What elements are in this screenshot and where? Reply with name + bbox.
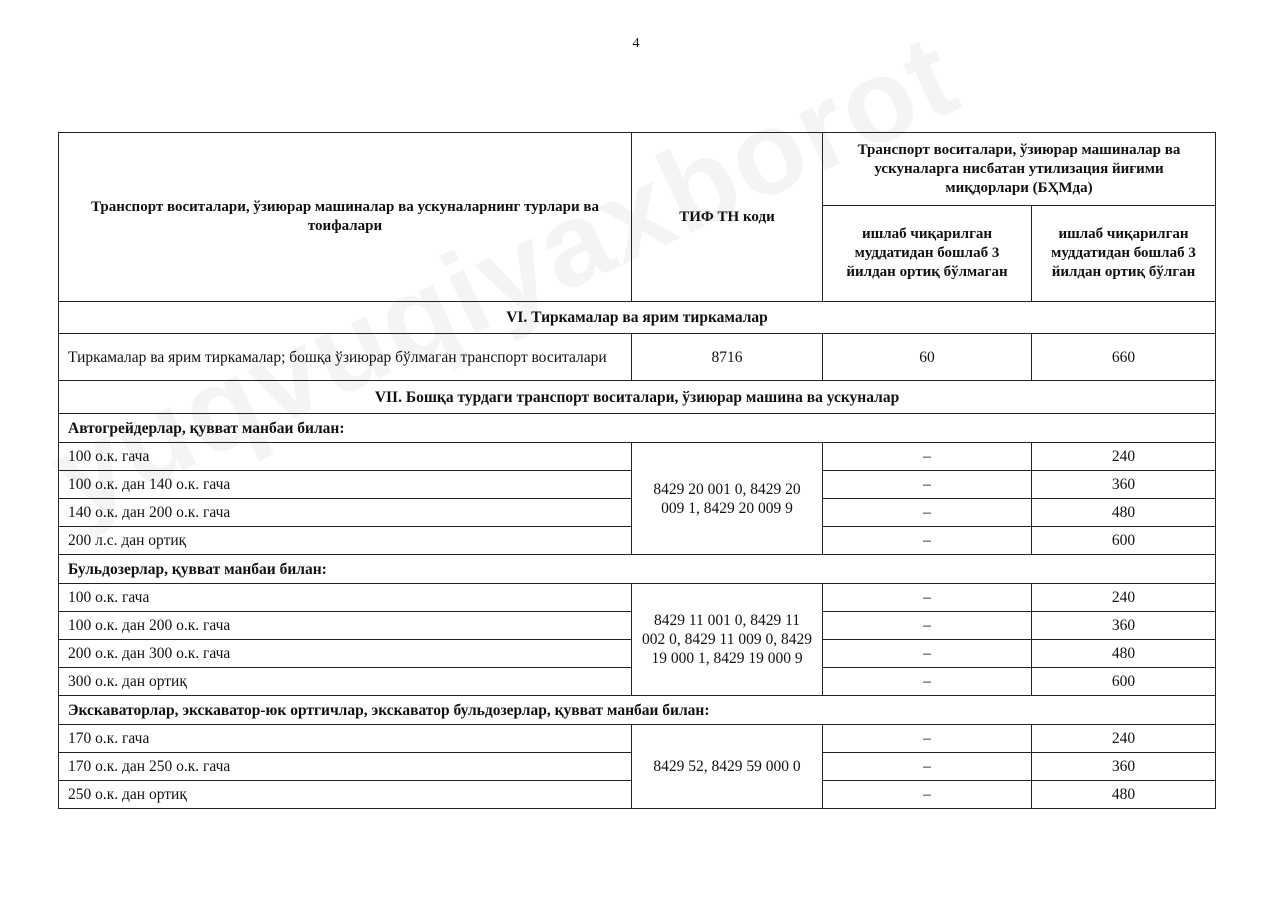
row-code: 8716	[632, 334, 823, 381]
group-title: Бульдозерлар, қувват манбаи билан:	[59, 555, 1216, 584]
table-row	[59, 443, 1216, 471]
section-title: VI. Тиркамалар ва ярим тиркамалар	[59, 302, 1216, 334]
row-value-under-3: 60	[823, 334, 1032, 381]
group-code: 8429 20 001 0, 8429 20 009 1, 8429 20 009 9	[632, 443, 823, 555]
group-code: 8429 11 001 0, 8429 11 002 0, 8429 11 009 0, 8429 19 000 1, 8429 19 000 9	[632, 584, 823, 696]
row-value-over-3: 480	[1032, 781, 1216, 809]
row-value-over-3: 480	[1032, 640, 1216, 668]
row-name: 170 о.к. гача	[59, 725, 632, 753]
row-value-over-3: 240	[1032, 443, 1216, 471]
row-value-under-3: –	[823, 753, 1032, 781]
table-row	[59, 584, 1216, 612]
row-value-over-3: 240	[1032, 725, 1216, 753]
group-code: 8429 52, 8429 59 000 0	[632, 725, 823, 809]
row-name: 200 о.к. дан 300 о.к. гача	[59, 640, 632, 668]
row-value-over-3: 600	[1032, 668, 1216, 696]
group-title: Автогрейдерлар, қувват манбаи билан:	[59, 414, 1216, 443]
row-name: 140 о.к. дан 200 о.к. гача	[59, 499, 632, 527]
row-name: 100 о.к. гача	[59, 443, 632, 471]
row-value-over-3: 600	[1032, 527, 1216, 555]
row-value-under-3: –	[823, 612, 1032, 640]
row-name: 200 л.с. дан ортиқ	[59, 527, 632, 555]
header-rates-group: Транспорт воситалари, ўзиюрар машиналар ва ускуналарга нисбатан утилизация йиғими миқдорлари (БҲМда)	[823, 133, 1216, 206]
row-name: 100 о.к. дан 200 о.к. гача	[59, 612, 632, 640]
header-under-3-years: ишлаб чиқарилган муддатидан бошлаб 3 йилдан ортиқ бўлмаган	[823, 206, 1032, 302]
row-name: 250 о.к. дан ортиқ	[59, 781, 632, 809]
row-value-over-3: 480	[1032, 499, 1216, 527]
row-value-over-3: 660	[1032, 334, 1216, 381]
row-value-under-3: –	[823, 471, 1032, 499]
row-value-over-3: 360	[1032, 753, 1216, 781]
row-value-under-3: –	[823, 584, 1032, 612]
row-value-over-3: 240	[1032, 584, 1216, 612]
row-name: 100 о.к. дан 140 о.к. гача	[59, 471, 632, 499]
row-value-under-3: –	[823, 527, 1032, 555]
row-value-under-3: –	[823, 443, 1032, 471]
tariff-table	[58, 132, 1216, 809]
row-value-over-3: 360	[1032, 471, 1216, 499]
header-code: ТИФ ТН коди	[632, 133, 823, 302]
row-value-under-3: –	[823, 640, 1032, 668]
header-over-3-years: ишлаб чиқарилган муддатидан бошлаб 3 йилдан ортиқ бўлган	[1032, 206, 1216, 302]
row-name: 170 о.к. дан 250 о.к. гача	[59, 753, 632, 781]
row-name: 100 о.к. гача	[59, 584, 632, 612]
row-name: Тиркамалар ва ярим тиркамалар; бошқа ўзиюрар бўлмаган транспорт воситалари	[59, 334, 632, 381]
section-title: VII. Бошқа турдаги транспорт воситалари, ўзиюрар машина ва ускуналар	[59, 381, 1216, 414]
header-name: Транспорт воситалари, ўзиюрар машиналар ва ускуналарнинг турлари ва тоифалари	[59, 133, 632, 302]
table-row	[59, 725, 1216, 753]
row-value-over-3: 360	[1032, 612, 1216, 640]
row-value-under-3: –	[823, 499, 1032, 527]
row-name: 300 о.к. дан ортиқ	[59, 668, 632, 696]
page-number: 4	[632, 36, 640, 51]
row-value-under-3: –	[823, 725, 1032, 753]
group-title: Экскаваторлар, экскаватор-юк ортгичлар, экскаватор бульдозерлар, қувват манбаи билан:	[59, 696, 1216, 725]
row-value-under-3: –	[823, 781, 1032, 809]
row-value-under-3: –	[823, 668, 1032, 696]
